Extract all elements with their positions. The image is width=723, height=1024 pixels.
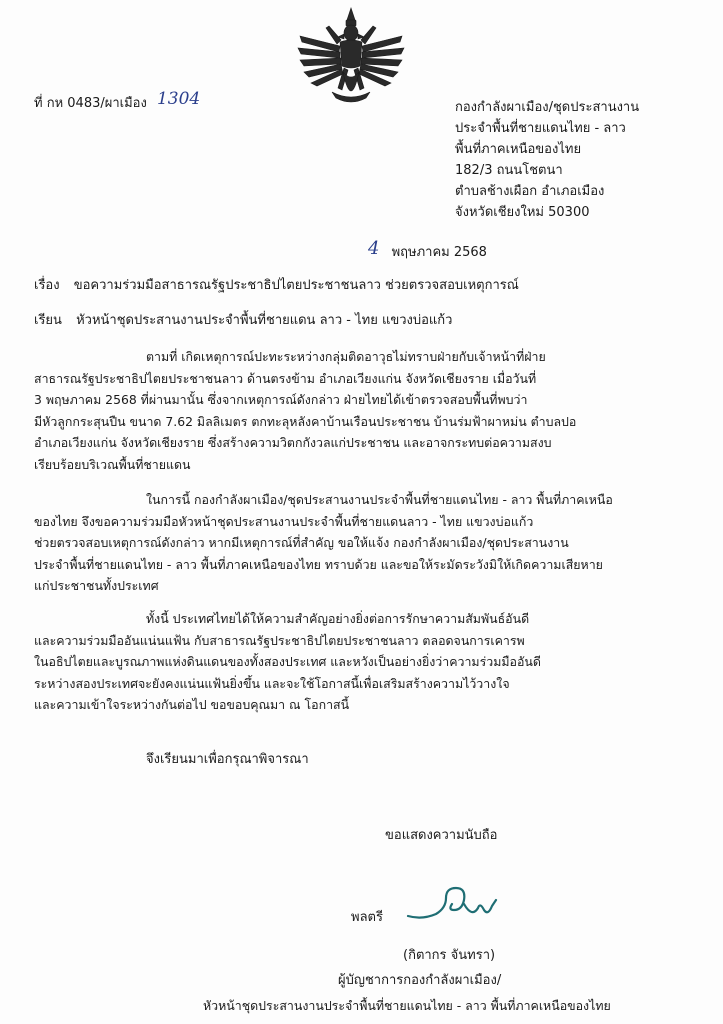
subject-text: ขอความร่วมมือสาธารณรัฐประชาธิปไตยประชาชนลาว ช่วยตรวจสอบเหตุการณ์: [73, 278, 519, 293]
garuda-emblem-icon: [296, 6, 406, 112]
signatory-name: (กิตากร จันทรา): [403, 948, 496, 963]
paragraph-line: ในอธิปไตยและบูรณภาพแห่งดินแดนของทั้งสองประเทศ และหวังเป็นอย่างยิ่งว่าความร่วมมืออันดี: [34, 654, 541, 669]
body-paragraph-1: [34, 346, 690, 475]
signatory-title-line-2: หัวหน้าชุดประสานงานประจำพื้นที่ชายแดนไทย - ลาว พื้นที่ภาคเหนือของไทย: [203, 998, 611, 1013]
paragraph-line: ระหว่างสองประเทศจะยังคงแน่นแฟ้นยิ่งขึ้น และจะใช้โอกาสนี้เพื่อเสริมสร้างความไว้วางใจ: [34, 675, 510, 691]
paragraph-line: ช่วยตรวจสอบเหตุการณ์ดังกล่าว หากมีเหตุการณ์ที่สำคัญ ขอให้แจ้ง กองกำลังผาเมือง/ชุดประสานงาน: [34, 535, 569, 550]
paragraph-line: ทั้งนี้ ประเทศไทยได้ให้ความสำคัญอย่างยิ่งต่อการรักษาความสัมพันธ์อันดี: [146, 611, 530, 626]
recipient-label: เรียน: [34, 313, 62, 328]
recipient-line: [34, 313, 452, 329]
paragraph-line: ในการนี้ กองกำลังผาเมือง/ชุดประสานงานประจำพื้นที่ชายแดนไทย - ลาว พื้นที่ภาคเหนือ: [146, 492, 613, 507]
reference-number: [34, 89, 201, 112]
reference-number-handwritten: 1304: [156, 89, 201, 109]
paragraph-line: แก่ประชาชนทั้งประเทศ: [34, 578, 159, 593]
paragraph-line: อำเภอเวียงแก่น จังหวัดเชียงราย ซึ่งสร้างความวิตกกังวลแก่ประชาชน และอาจกระทบต่อความสงบ: [34, 435, 552, 450]
sender-line: 182/3 ถนนโชตนา: [455, 163, 563, 178]
date-month-year: พฤษภาคม 2568: [391, 245, 487, 260]
recipient-text: หัวหน้าชุดประสานงานประจำพื้นที่ชายแดน ลาว - ไทย แขวงบ่อแก้ว: [76, 313, 453, 328]
paragraph-line: 3 พฤษภาคม 2568 ที่ผ่านมานั้น ซึ่งจากเหตุการณ์ดังกล่าว ฝ่ายไทยได้เข้าตรวจสอบพื้นที่พบว่า: [34, 392, 528, 407]
letter-date: [368, 238, 487, 261]
paragraph-line: ตามที่ เกิดเหตุการณ์ปะทะระหว่างกลุ่มติดอาวุธไม่ทราบฝ่ายกับเจ้าหน้าที่ฝ่าย: [146, 349, 546, 364]
subject-label: เรื่อง: [34, 278, 60, 293]
sender-line: ประจำพื้นที่ชายแดนไทย - ลาว: [455, 121, 626, 136]
handwritten-signature: [402, 878, 502, 924]
paragraph-line: สาธารณรัฐประชาธิปไตยประชาชนลาว ด้านตรงข้าม อำเภอเวียงแก่น จังหวัดเชียงราย เมื่อวันที่: [34, 370, 537, 386]
signatory-rank: พลตรี: [351, 910, 383, 925]
sender-line: จังหวัดเชียงใหม่ 50300: [455, 205, 590, 220]
paragraph-line: เรียบร้อยบริเวณพื้นที่ชายแดน: [34, 456, 191, 472]
paragraph-line: และความร่วมมืออันแน่นแฟ้น กับสาธารณรัฐประชาธิปไตยประชาชนลาว ตลอดจนการเคารพ: [34, 632, 525, 648]
body-paragraph-2: [34, 489, 690, 597]
subject-line: [34, 278, 519, 294]
signatory-title-line-1: ผู้บัญชาการกองกำลังผาเมือง/: [338, 973, 502, 988]
paragraph-line: ประจำพื้นที่ชายแดนไทย - ลาว พื้นที่ภาคเหนือของไทย ทราบด้วย และขอให้ระมัดระวังมิให้เกิดความเสียหาย: [34, 556, 603, 572]
sender-address: [455, 97, 639, 223]
paragraph-line: และความเข้าใจระหว่างกันต่อไป ขอขอบคุณมา ณ โอกาสนี้: [34, 697, 350, 712]
reference-prefix: ที่ กห 0483/ผาเมือง: [34, 96, 147, 111]
paragraph-line: ของไทย จึงขอความร่วมมือหัวหน้าชุดประสานงานประจำพื้นที่ชายแดนลาว - ไทย แขวงบ่อแก้ว: [34, 513, 534, 529]
closing-request: จึงเรียนมาเพื่อกรุณาพิจารณา: [146, 752, 309, 767]
body-paragraph-3: [34, 608, 690, 716]
sender-line: ตำบลช้างเผือก อำเภอเมือง: [455, 184, 605, 199]
salutation: ขอแสดงความนับถือ: [385, 828, 498, 843]
sender-line: กองกำลังผาเมือง/ชุดประสานงาน: [455, 100, 640, 115]
paragraph-line: มีหัวลูกกระสุนปืน ขนาด 7.62 มิลลิเมตร ตกทะลุหลังคาบ้านเรือนประชาชน บ้านร่มฟ้าผาหม่น ตำบลปอ: [34, 413, 577, 429]
date-day-handwritten: 4: [368, 238, 380, 259]
sender-line: พื้นที่ภาคเหนือของไทย: [455, 142, 582, 157]
